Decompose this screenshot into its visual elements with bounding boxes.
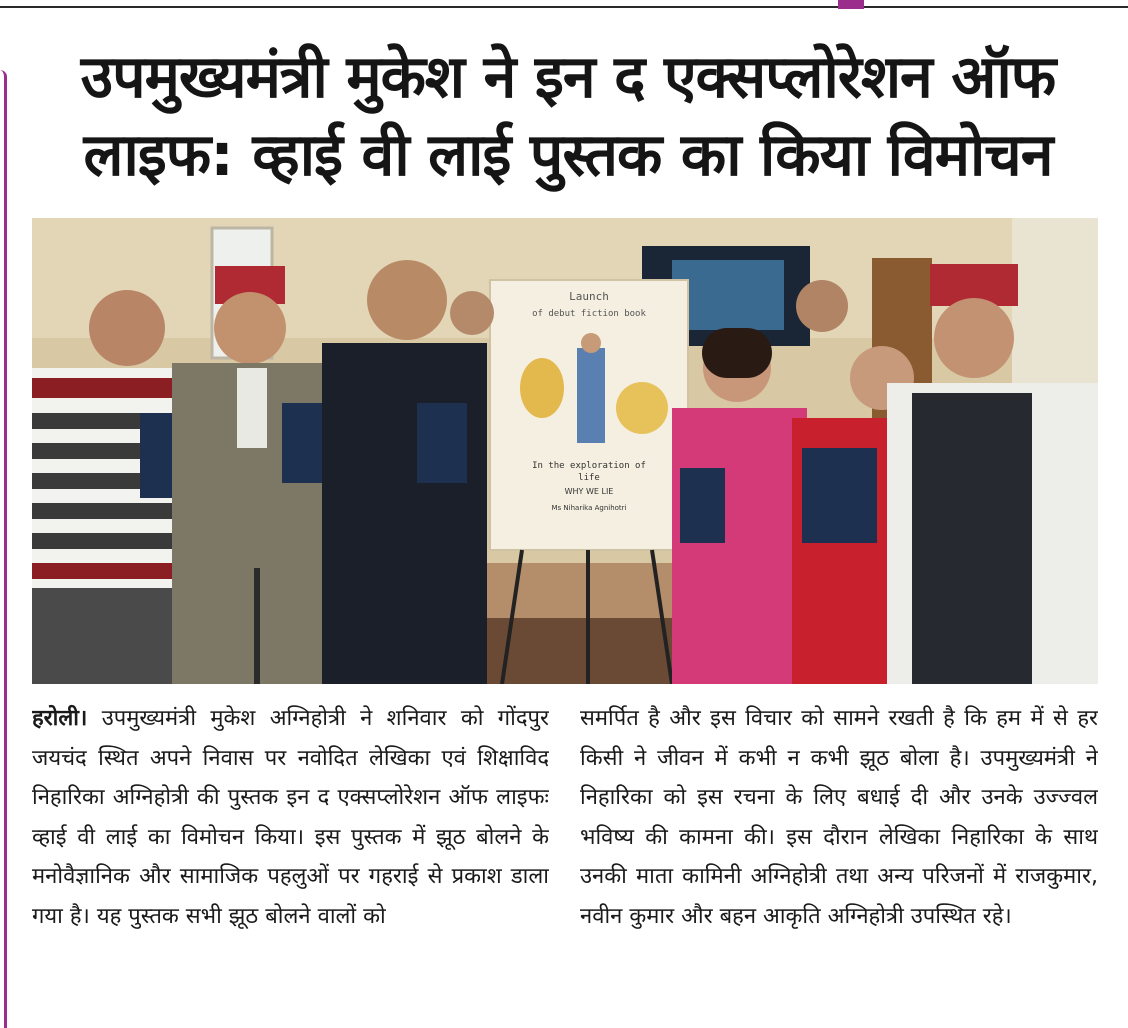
poster-line-1: Launch (569, 290, 609, 303)
article-text-right: समर्पित है और इस विचार को सामने रखती है कि हम में से हर किसी ने जीवन में कभी न कभी झूठ बोला है। उपमुख्यमंत्री ने निहारिका को इस रचना के लिए बधाई दी और उनके उज्ज्वल भविष्य की कामना की। इस दौरान लेखिका निहारिका के साथ उनकी माता कामिनी अग्निहोत्री तथा अन्य परिजनों में राजकुमार, नवीन कुमार और बहन आकृति अग्निहोत्री उपस्थित रहे। (580, 706, 1098, 929)
article-column-right (580, 699, 1098, 1024)
dateline: हरोली। (32, 706, 88, 731)
poster-line-6: Ms Niharika Agnihotri (551, 504, 627, 512)
article-text-left: उपमुख्यमंत्री मुकेश अग्निहोत्री ने शनिवार को गोंदपुर जयचंद स्थित अपने निवास पर नवोदित लेखिका एवं शिक्षाविद निहारिका अग्निहोत्री की पुस्तक इन द एक्सप्लोरेशन ऑफ लाइफः व्हाई वी लाई का विमोचन किया। इस पुस्तक में झूठ बोलने के मनोवैज्ञानिक और सामाजिक पहलुओं पर गहराई से प्रकाश डाला गया है। यह पुस्तक सभी झूठ बोलने वालों को (32, 706, 549, 929)
top-rule (0, 6, 1128, 8)
article-column-left (32, 699, 549, 1024)
poster-line-5: WHY WE LIE (564, 487, 614, 496)
headline: उपमुख्यमंत्री मुकेश ने इन द एक्सप्लोरेशन ऑफ लाइफ: व्हाई वी लाई पुस्तक का किया विमोचन (80, 42, 1056, 189)
poster-line-3: In the exploration of (532, 461, 646, 471)
poster-line-2: of debut fiction book (532, 309, 646, 319)
poster-line-4: life (578, 473, 600, 483)
top-accent-bar (838, 0, 864, 9)
left-border-rule (0, 70, 7, 1028)
news-photo (32, 218, 1098, 684)
